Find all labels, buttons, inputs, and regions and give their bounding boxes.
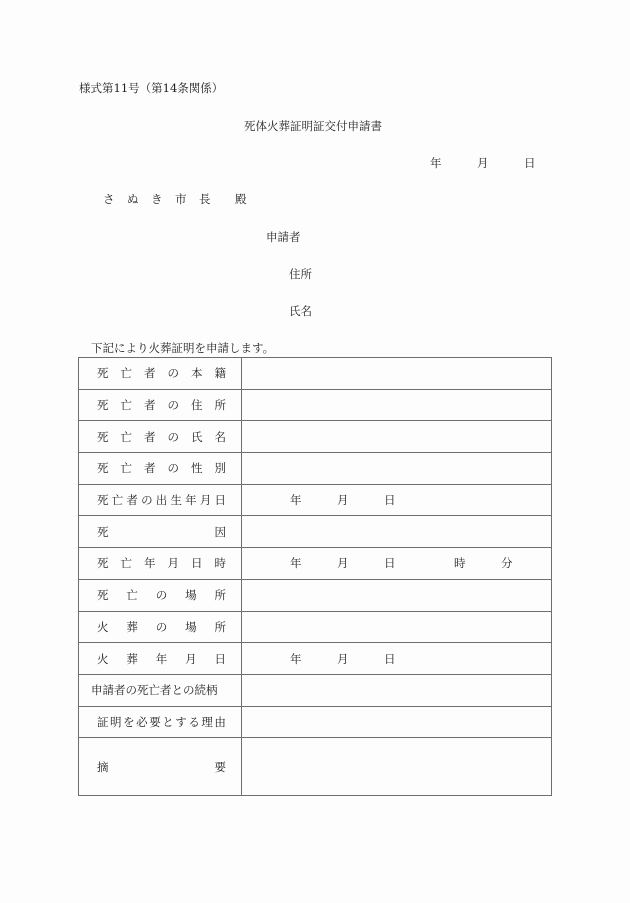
value-unit-label: 時	[454, 556, 466, 571]
label-char: 証	[97, 714, 109, 729]
label-char: 亡	[120, 429, 132, 444]
table-row-cause-of-death	[79, 516, 552, 548]
label-char: 月	[185, 651, 197, 666]
label-char: 氏	[191, 429, 203, 444]
application-table	[78, 357, 552, 796]
value-field-death-datetime[interactable]	[242, 548, 552, 580]
label-char: 住	[191, 398, 203, 413]
row-label	[79, 516, 242, 548]
label-char: 死	[97, 398, 109, 413]
value-unit-label: 月	[337, 556, 349, 571]
label-char: の	[167, 461, 179, 476]
table-row-death-place	[79, 579, 552, 611]
value-unit-label: 日	[384, 556, 396, 571]
label-char: 時	[214, 556, 226, 571]
value-field-cremation-date[interactable]	[242, 643, 552, 675]
table-row-relationship	[79, 674, 552, 706]
label-char: 死	[97, 461, 109, 476]
label-char: 死	[97, 429, 109, 444]
value-field-cremation-place[interactable]	[242, 611, 552, 643]
applicant-address-label: 住所	[289, 267, 312, 281]
table-row-cremation-place	[79, 611, 552, 643]
table-row-remarks	[79, 738, 552, 796]
label-char: 月	[167, 556, 179, 571]
label-char: 摘	[97, 759, 109, 774]
label-char: 亡	[120, 461, 132, 476]
row-label	[79, 453, 242, 485]
table-row-deceased-name	[79, 421, 552, 453]
table-row-cremation-date	[79, 643, 552, 675]
label-char: 生	[170, 493, 182, 508]
addressee-char: 長	[199, 192, 211, 206]
label-char: 火	[97, 651, 109, 666]
label-char: の	[141, 493, 153, 508]
label-char: 死	[97, 493, 109, 508]
value-field-deceased-name[interactable]	[242, 421, 552, 453]
row-label	[79, 738, 242, 796]
intro-text: 下記により火葬証明を申請します。	[91, 341, 275, 355]
value-field-reason[interactable]	[242, 706, 552, 738]
row-label	[79, 484, 242, 516]
row-label	[79, 548, 242, 580]
label-char: の	[167, 366, 179, 381]
table-row-deceased-address	[79, 389, 552, 421]
label-char: 日	[191, 556, 203, 571]
label-char: 性	[191, 461, 203, 476]
form-number: 様式第11号（第14条関係）	[79, 81, 224, 95]
label-char: の	[155, 588, 168, 603]
value-field-deceased-sex[interactable]	[242, 453, 552, 485]
value-unit-label: 日	[384, 651, 396, 666]
date-year-label: 年	[430, 156, 442, 170]
row-label	[79, 643, 242, 675]
label-char: 申請者の死亡者との続柄	[91, 683, 218, 698]
row-label	[79, 421, 242, 453]
label-char: 葬	[126, 651, 138, 666]
label-char: 年	[144, 556, 156, 571]
date-day-label: 日	[524, 156, 536, 170]
label-char: 年	[155, 651, 168, 666]
label-char: 月	[199, 493, 212, 508]
value-field-cause-of-death[interactable]	[242, 516, 552, 548]
label-char: 死	[97, 556, 109, 571]
label-char: す	[175, 714, 187, 729]
label-char: 要	[214, 759, 226, 774]
addressee-char: さ	[103, 192, 115, 206]
addressee-char: き	[151, 192, 163, 206]
row-label	[79, 611, 242, 643]
label-char: 者	[144, 461, 156, 476]
value-unit-label: 日	[384, 493, 396, 508]
label-char: 本	[191, 366, 203, 381]
value-field-deceased-birthdate[interactable]	[242, 484, 552, 516]
table-row-reason	[79, 706, 552, 738]
document-title: 死体火葬証明証交付申請書	[244, 119, 382, 133]
value-unit-label: 分	[501, 556, 513, 571]
table-row-deceased-sex	[79, 453, 552, 485]
value-unit-label: 年	[290, 651, 302, 666]
label-char: 由	[214, 714, 226, 729]
value-field-deceased-address[interactable]	[242, 389, 552, 421]
value-field-remarks[interactable]	[242, 738, 552, 796]
row-label	[79, 706, 242, 738]
label-char: の	[155, 619, 168, 634]
value-field-relationship[interactable]	[242, 674, 552, 706]
label-char: 名	[214, 429, 226, 444]
applicant-label: 申請者	[266, 230, 301, 244]
row-label	[79, 358, 242, 390]
value-unit-label: 年	[290, 493, 302, 508]
label-char: 日	[214, 493, 226, 508]
label-char: る	[188, 714, 200, 729]
label-char: 者	[144, 398, 156, 413]
table-row-death-datetime	[79, 548, 552, 580]
label-char: 葬	[126, 619, 138, 634]
label-char: の	[167, 398, 179, 413]
value-field-death-place[interactable]	[242, 579, 552, 611]
label-char: 死	[97, 588, 109, 603]
table-row-deceased-domicile	[79, 358, 552, 390]
label-char: を	[123, 714, 135, 729]
label-char: 亡	[120, 398, 132, 413]
label-char: の	[167, 429, 179, 444]
label-char: 者	[126, 493, 138, 508]
date-month-label: 月	[477, 156, 489, 170]
label-char: 亡	[126, 588, 138, 603]
label-char: 出	[155, 493, 168, 508]
applicant-name-label: 氏名	[289, 304, 312, 318]
label-char: 者	[144, 366, 156, 381]
label-char: 死	[97, 524, 109, 539]
label-char: 亡	[111, 493, 124, 508]
label-char: 理	[201, 714, 213, 729]
addressee	[103, 192, 247, 206]
label-char: と	[162, 714, 174, 729]
label-char: 日	[214, 651, 226, 666]
value-field-deceased-domicile[interactable]	[242, 358, 552, 390]
label-char: 死	[97, 366, 109, 381]
label-char: 所	[214, 588, 226, 603]
label-char: 者	[144, 429, 156, 444]
label-char: 明	[110, 714, 122, 729]
table-row-deceased-birthdate	[79, 484, 552, 516]
label-char: 火	[97, 619, 109, 634]
label-char: 別	[214, 461, 226, 476]
addressee-char: 市	[175, 192, 187, 206]
row-label	[79, 674, 242, 706]
label-char: 因	[214, 524, 226, 539]
label-char: 必	[136, 714, 148, 729]
addressee-char: ぬ	[127, 192, 139, 206]
addressee-char: 殿	[235, 192, 247, 206]
row-label	[79, 579, 242, 611]
label-char: 籍	[214, 366, 226, 381]
value-unit-label: 年	[290, 556, 302, 571]
label-char: 所	[214, 619, 226, 634]
value-unit-label: 月	[337, 651, 349, 666]
label-char: 所	[214, 398, 226, 413]
label-char: 亡	[120, 366, 132, 381]
row-label	[79, 389, 242, 421]
label-char: 要	[149, 714, 161, 729]
value-unit-label: 月	[337, 493, 349, 508]
label-char: 場	[185, 619, 197, 634]
label-char: 亡	[120, 556, 132, 571]
label-char: 場	[185, 588, 197, 603]
label-char: 年	[185, 493, 197, 508]
